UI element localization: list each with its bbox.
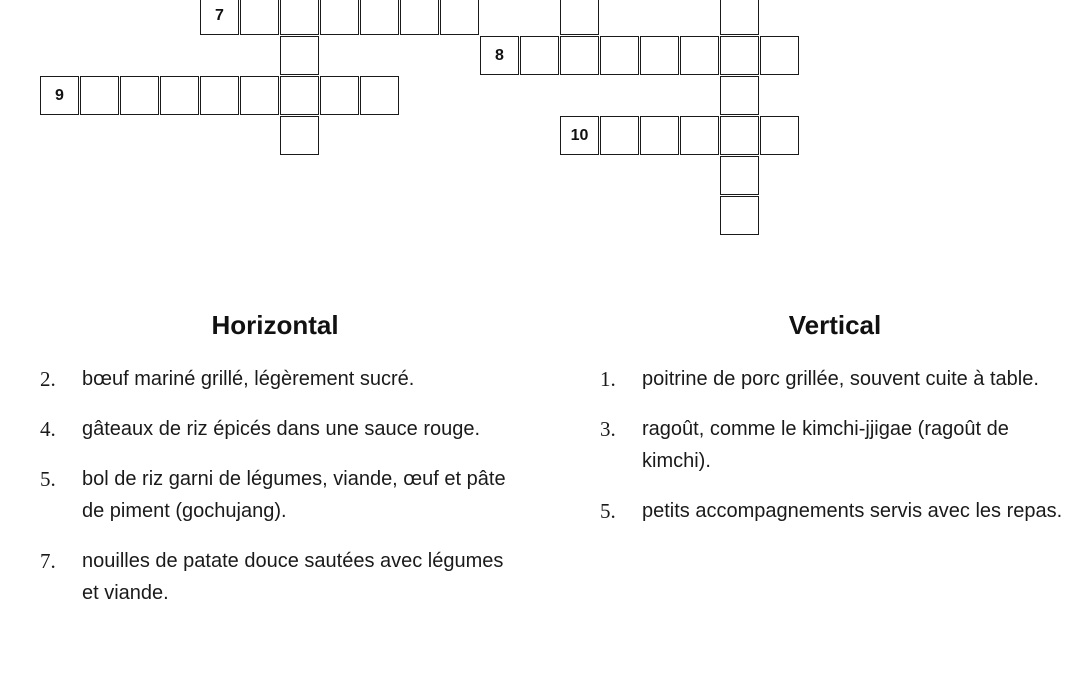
- clue-number: 3.: [600, 417, 616, 441]
- clue-number: 4.: [40, 417, 56, 441]
- clue-across: [40, 363, 510, 395]
- grid-cell[interactable]: [440, 0, 479, 35]
- grid-cell[interactable]: [200, 76, 239, 115]
- grid-cell[interactable]: [240, 0, 279, 35]
- grid-cell[interactable]: [160, 76, 199, 115]
- clue-text: nouilles de patate douce sautées avec légumes et viande.: [82, 550, 504, 604]
- clue-number: 2.: [40, 367, 56, 391]
- numbered-grid-cell[interactable]: [560, 116, 599, 155]
- clue-down: [600, 363, 1070, 395]
- grid-cell[interactable]: [320, 76, 359, 115]
- clue-across: [40, 545, 510, 609]
- grid-cell[interactable]: [640, 36, 679, 75]
- clue-text: bol de riz garni de légumes, viande, œuf et pâte de piment (gochujang).: [82, 468, 506, 522]
- grid-cell[interactable]: [720, 36, 759, 75]
- grid-cell[interactable]: [600, 36, 639, 75]
- grid-cell[interactable]: [80, 76, 119, 115]
- grid-cell[interactable]: [120, 76, 159, 115]
- clue-text: ragoût, comme le kimchi-jjigae (ragoût de kimchi).: [642, 418, 1009, 472]
- clue-across: [40, 413, 510, 445]
- clue-number: 1.: [600, 367, 616, 391]
- clue-down: [600, 413, 1070, 477]
- grid-cell[interactable]: [720, 116, 759, 155]
- clue-text: petits accompagnements servis avec les repas.: [642, 500, 1063, 522]
- clue-text: bœuf mariné grillé, légèrement sucré.: [82, 368, 415, 390]
- grid-cell[interactable]: [760, 36, 799, 75]
- grid-cell[interactable]: [560, 36, 599, 75]
- grid-cell[interactable]: [720, 76, 759, 115]
- cell-number: 9: [55, 86, 64, 104]
- numbered-grid-cell[interactable]: [480, 36, 519, 75]
- cell-number: 8: [495, 46, 504, 64]
- grid-cell[interactable]: [720, 0, 759, 35]
- horizontal-heading: Horizontal: [211, 310, 339, 340]
- grid-cell[interactable]: [280, 76, 319, 115]
- numbered-grid-cell[interactable]: [40, 76, 79, 115]
- grid-cell[interactable]: [680, 116, 719, 155]
- grid-cell[interactable]: [760, 116, 799, 155]
- grid-cell[interactable]: [600, 116, 639, 155]
- clue-across: [40, 463, 510, 527]
- clue-number: 5.: [40, 467, 56, 491]
- grid-cell[interactable]: [720, 156, 759, 195]
- grid-cell[interactable]: [560, 0, 599, 35]
- cell-number: 7: [215, 6, 224, 24]
- grid-cell[interactable]: [320, 0, 359, 35]
- cell-number: 10: [570, 126, 589, 144]
- grid-cell[interactable]: [400, 0, 439, 35]
- clue-down: [600, 495, 1070, 527]
- grid-cell[interactable]: [280, 0, 319, 35]
- vertical-clues: [600, 310, 1070, 545]
- grid-cell[interactable]: [640, 116, 679, 155]
- clue-text: poitrine de porc grillée, souvent cuite à table.: [642, 368, 1039, 390]
- clue-number: 7.: [40, 549, 56, 573]
- crossword-grid: [0, 0, 1080, 240]
- grid-cell[interactable]: [520, 36, 559, 75]
- grid-cell[interactable]: [360, 0, 399, 35]
- clue-number: 5.: [600, 499, 616, 523]
- grid-cell[interactable]: [280, 36, 319, 75]
- vertical-heading: Vertical: [788, 310, 882, 340]
- numbered-grid-cell[interactable]: [200, 0, 239, 35]
- grid-cell[interactable]: [720, 196, 759, 235]
- horizontal-clues: [40, 310, 510, 627]
- grid-cell[interactable]: [240, 76, 279, 115]
- grid-cell[interactable]: [680, 36, 719, 75]
- grid-cell[interactable]: [360, 76, 399, 115]
- grid-cell[interactable]: [280, 116, 319, 155]
- clue-text: gâteaux de riz épicés dans une sauce rouge.: [82, 418, 481, 440]
